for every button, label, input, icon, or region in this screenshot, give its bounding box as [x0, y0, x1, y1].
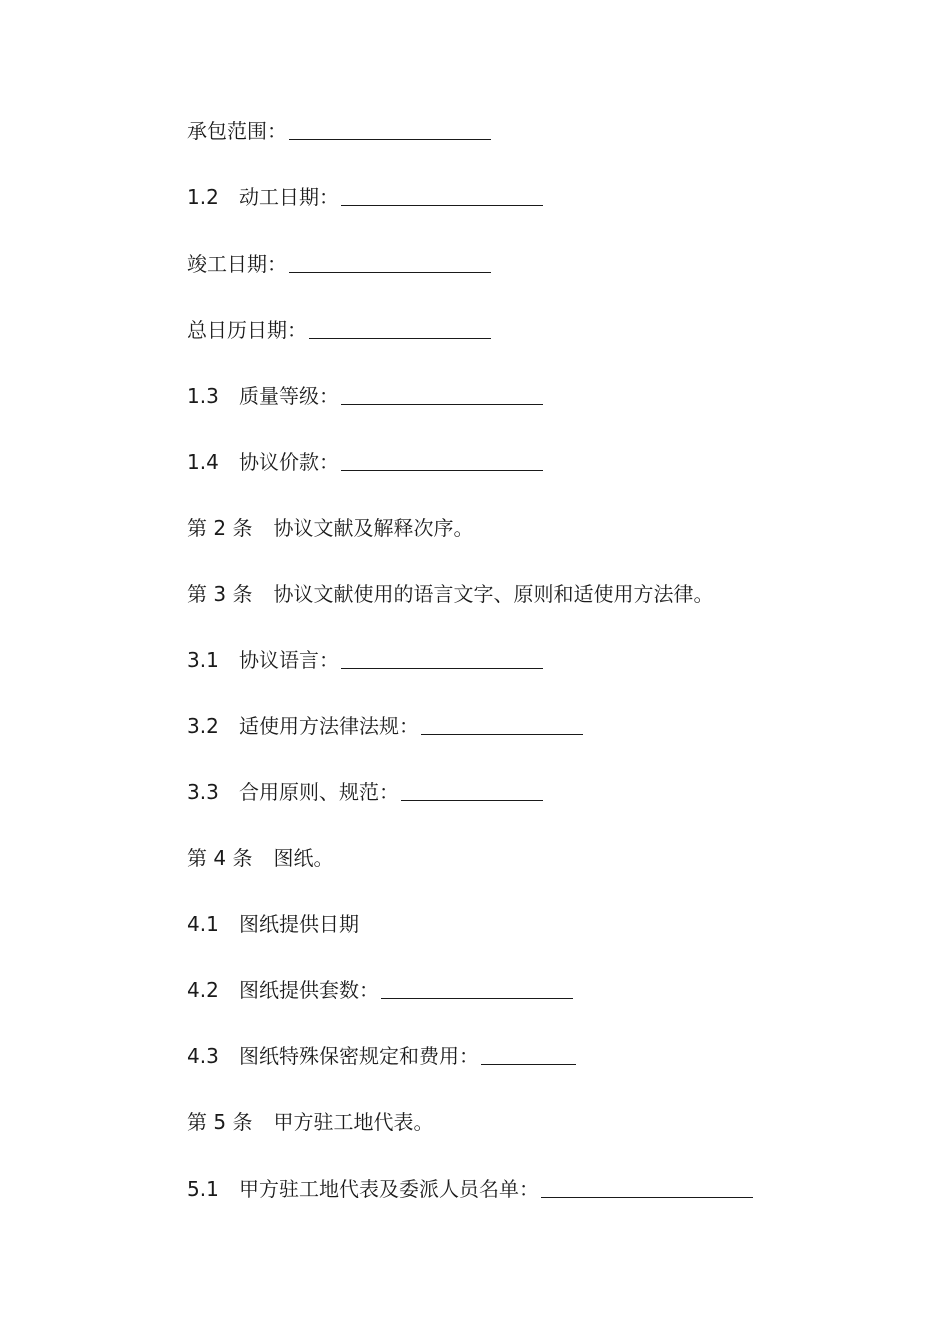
blank-field	[381, 978, 573, 999]
clause-number: 4.1	[187, 912, 219, 936]
line-4-3	[187, 1041, 576, 1071]
line-1-3	[187, 381, 543, 411]
label-contract-language: 协议语言：	[239, 648, 339, 672]
line-article-5	[187, 1107, 433, 1137]
label-drawing-confidentiality: 图纸特殊保密规定和费用：	[239, 1044, 479, 1068]
blank-field	[541, 1177, 753, 1198]
blank-field	[341, 648, 543, 669]
blank-field	[289, 252, 491, 273]
label-quality-grade: 质量等级：	[239, 384, 339, 408]
label-applicable-law: 适使用方法律法规：	[239, 714, 419, 738]
line-1-2	[187, 182, 543, 212]
clause-number: 3.2	[187, 714, 219, 738]
article-title: 图纸。	[273, 846, 334, 870]
clause-number: 3.1	[187, 648, 219, 672]
clause-number: 1.2	[187, 185, 219, 209]
blank-field	[421, 714, 583, 735]
blank-field	[309, 318, 491, 339]
line-4-1	[187, 909, 359, 939]
label-scope: 承包范围：	[187, 119, 287, 143]
blank-field	[341, 185, 543, 206]
line-article-4	[187, 843, 333, 873]
line-scope	[187, 116, 491, 146]
article-title: 协议文献使用的语言文字、原则和适使用方法律。	[273, 582, 714, 606]
blank-field	[401, 780, 543, 801]
article-number: 第 5 条	[187, 1110, 253, 1134]
label-drawing-sets: 图纸提供套数：	[239, 978, 379, 1002]
blank-field	[481, 1044, 576, 1065]
label-completion-date: 竣工日期：	[187, 252, 287, 276]
line-1-4	[187, 447, 543, 477]
label-site-representative: 甲方驻工地代表及委派人员名单：	[239, 1177, 539, 1201]
article-number: 第 3 条	[187, 582, 253, 606]
article-title: 协议文献及解释次序。	[273, 516, 474, 540]
line-3-2	[187, 711, 583, 741]
label-drawing-date: 图纸提供日期	[239, 912, 359, 936]
clause-number: 4.2	[187, 978, 219, 1002]
clause-number: 3.3	[187, 780, 219, 804]
clause-number: 4.3	[187, 1044, 219, 1068]
line-5-1	[187, 1174, 753, 1204]
blank-field	[289, 119, 491, 140]
blank-field	[341, 450, 543, 471]
article-number: 第 2 条	[187, 516, 253, 540]
label-standards: 合用原则、规范：	[239, 780, 399, 804]
line-total-days	[187, 315, 491, 345]
clause-number: 1.3	[187, 384, 219, 408]
line-article-3	[187, 579, 713, 609]
label-total-days: 总日历日期：	[187, 318, 307, 342]
article-title: 甲方驻工地代表。	[273, 1110, 434, 1134]
line-article-2	[187, 513, 473, 543]
clause-number: 1.4	[187, 450, 219, 474]
label-start-date: 动工日期：	[239, 185, 339, 209]
clause-number: 5.1	[187, 1177, 219, 1201]
article-number: 第 4 条	[187, 846, 253, 870]
label-contract-price: 协议价款：	[239, 450, 339, 474]
line-3-3	[187, 777, 543, 807]
line-completion-date	[187, 249, 491, 279]
blank-field	[341, 384, 543, 405]
line-4-2	[187, 975, 573, 1005]
line-3-1	[187, 645, 543, 675]
